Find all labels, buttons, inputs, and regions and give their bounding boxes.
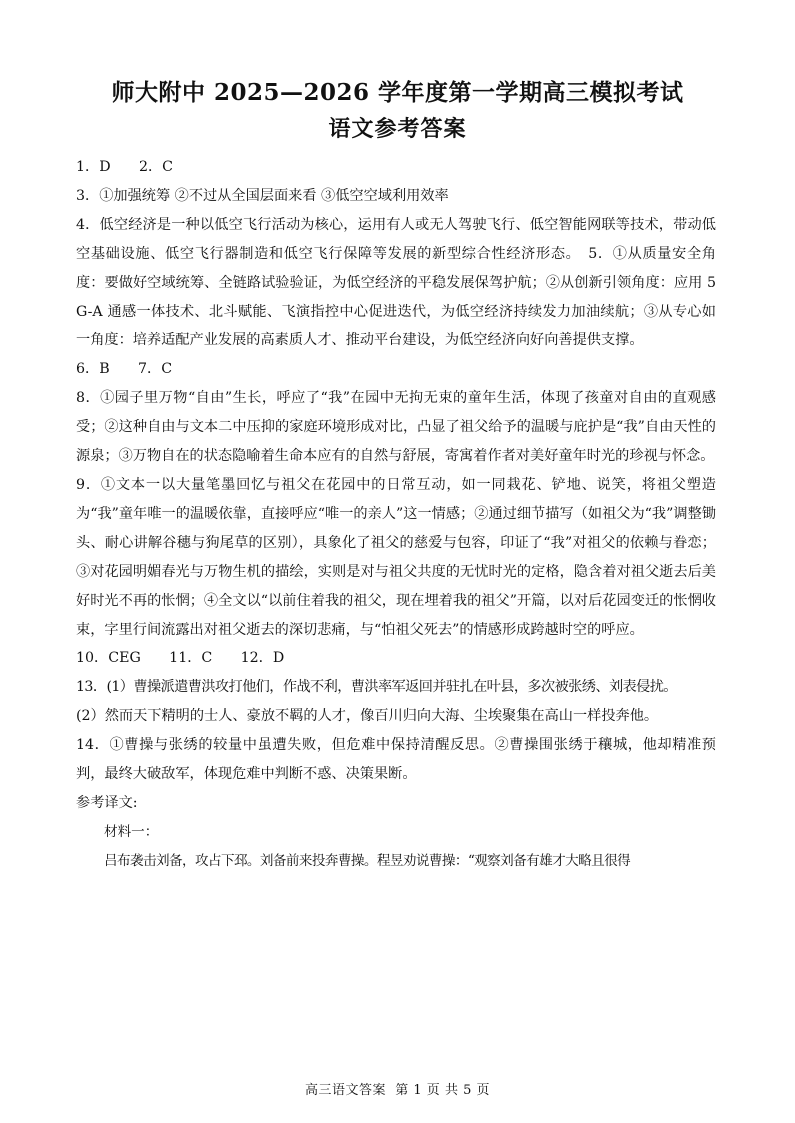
footer-di: 第 — [395, 1083, 409, 1098]
footer-ye-2: 页 — [476, 1083, 491, 1098]
answer-9: 9．①文本一以大量笔墨回忆与祖父在花园中的日常互动，如一同栽花、铲地、说笑，将祖父塑造为“我”童年唯一的温暖依靠，直接呼应“唯一的亲人”这一情感；②通过细节描写（如祖父为“我”调整锄头、耐心讲解谷穗与狗尾草的区别），具象化了祖父的慈爱与包容，印证了“我”对祖父的依赖与眷恋；③对花园明媚春光与万物生机的描绘，实则是对与祖父共度的无忧时光的定格，隐含着对祖父逝去后美好时光不再的怅惘；④全文以“以前住着我的祖父，现在埋着我的祖父”开篇，以对后花园变迁的怅惘收束，字里行间流露出对祖父逝去的深切悲痛，与“怕祖父死去”的情感形成跨越时空的呼应。 — [76, 476, 716, 638]
answer-8: 8．①园子里万物“自由”生长，呼应了“我”在园中无拘无束的童年生活，体现了孩童对自由的直观感受；②这种自由与文本二中压抑的家庭环境形成对比，凸显了祖父给予的温暖与庇护是“我”自由天性的源泉；③万物自在的状态隐喻着生命本应有的自然与舒展，寄寓着作者对美好童年时光的珍视与怀念。 — [76, 390, 716, 465]
answer-13-1: 13．(1）曹操派遣曹洪攻打他们，作战不利，曹洪率军返回并驻扎在叶县，多次被张绣、刘表侵扰。 — [76, 679, 677, 696]
answer-10-12: 10．CEG 11．C 12．D — [76, 650, 285, 667]
page-footer — [0, 1079, 795, 1098]
answer-key-title: 语文参考答案 — [328, 116, 467, 142]
footer-gong: 共 — [444, 1083, 459, 1098]
footer-doc-name: 高三语文答案 — [304, 1083, 386, 1098]
answer-3: 3．①加强统筹 ②不过从全国层面来看 ③低空空域利用效率 — [76, 187, 449, 204]
material-label: 材料一： — [104, 823, 159, 840]
answer-4-5: 4．低空经济是一种以低空飞行活动为核心，运用有人或无人驾驶飞行、低空智能网联等技术，带动低空基础设施、低空飞行器制造和低空飞行保障等发展的新型综合性经济形态。 5．①从质量安全角度：要做好空域统筹、全链路试验验证，为低空经济的平稳发展保驾护航；②从创新引领角度：应用 5G-A 通感一体技术、北斗赋能、飞演指控中心促进迭代，为低空经济持续发力加油续航；③从专心如一角度：培养适配产业发展的高素质人才、推动平台建设，为低空经济向好向善提供支撑。 — [76, 216, 716, 349]
answer-1-2: 1．D 2．C — [76, 159, 174, 175]
translation-text: 吕布袭击刘备，攻占下邳。刘备前来投奔曹操。程昱劝说曹操：“观察刘备有雄才大略且很得 — [104, 852, 631, 869]
footer-total-pages: 5 — [463, 1083, 472, 1098]
translation-label: 参考译文: — [76, 794, 138, 811]
answer-14: 14．①曹操与张绣的较量中虽遭失败，但危难中保持清醒反思。②曹操围张绣于穰城，他却精准预判，最终大破敌军，体现危难中判断不惑、决策果断。 — [76, 737, 716, 783]
footer-ye: 页 — [426, 1083, 441, 1098]
answer-body — [76, 153, 716, 876]
exam-title: 师大附中 2025—2026 学年度第一学期高三模拟考试 — [111, 79, 684, 106]
answer-6-7: 6．B 7．C — [76, 361, 173, 378]
answer-13-2: (2）然而天下精明的士人、豪放不羁的人才，像百川归向大海、尘埃聚集在高山一样投奔他。 — [76, 708, 659, 725]
footer-page-number: 1 — [413, 1083, 423, 1098]
